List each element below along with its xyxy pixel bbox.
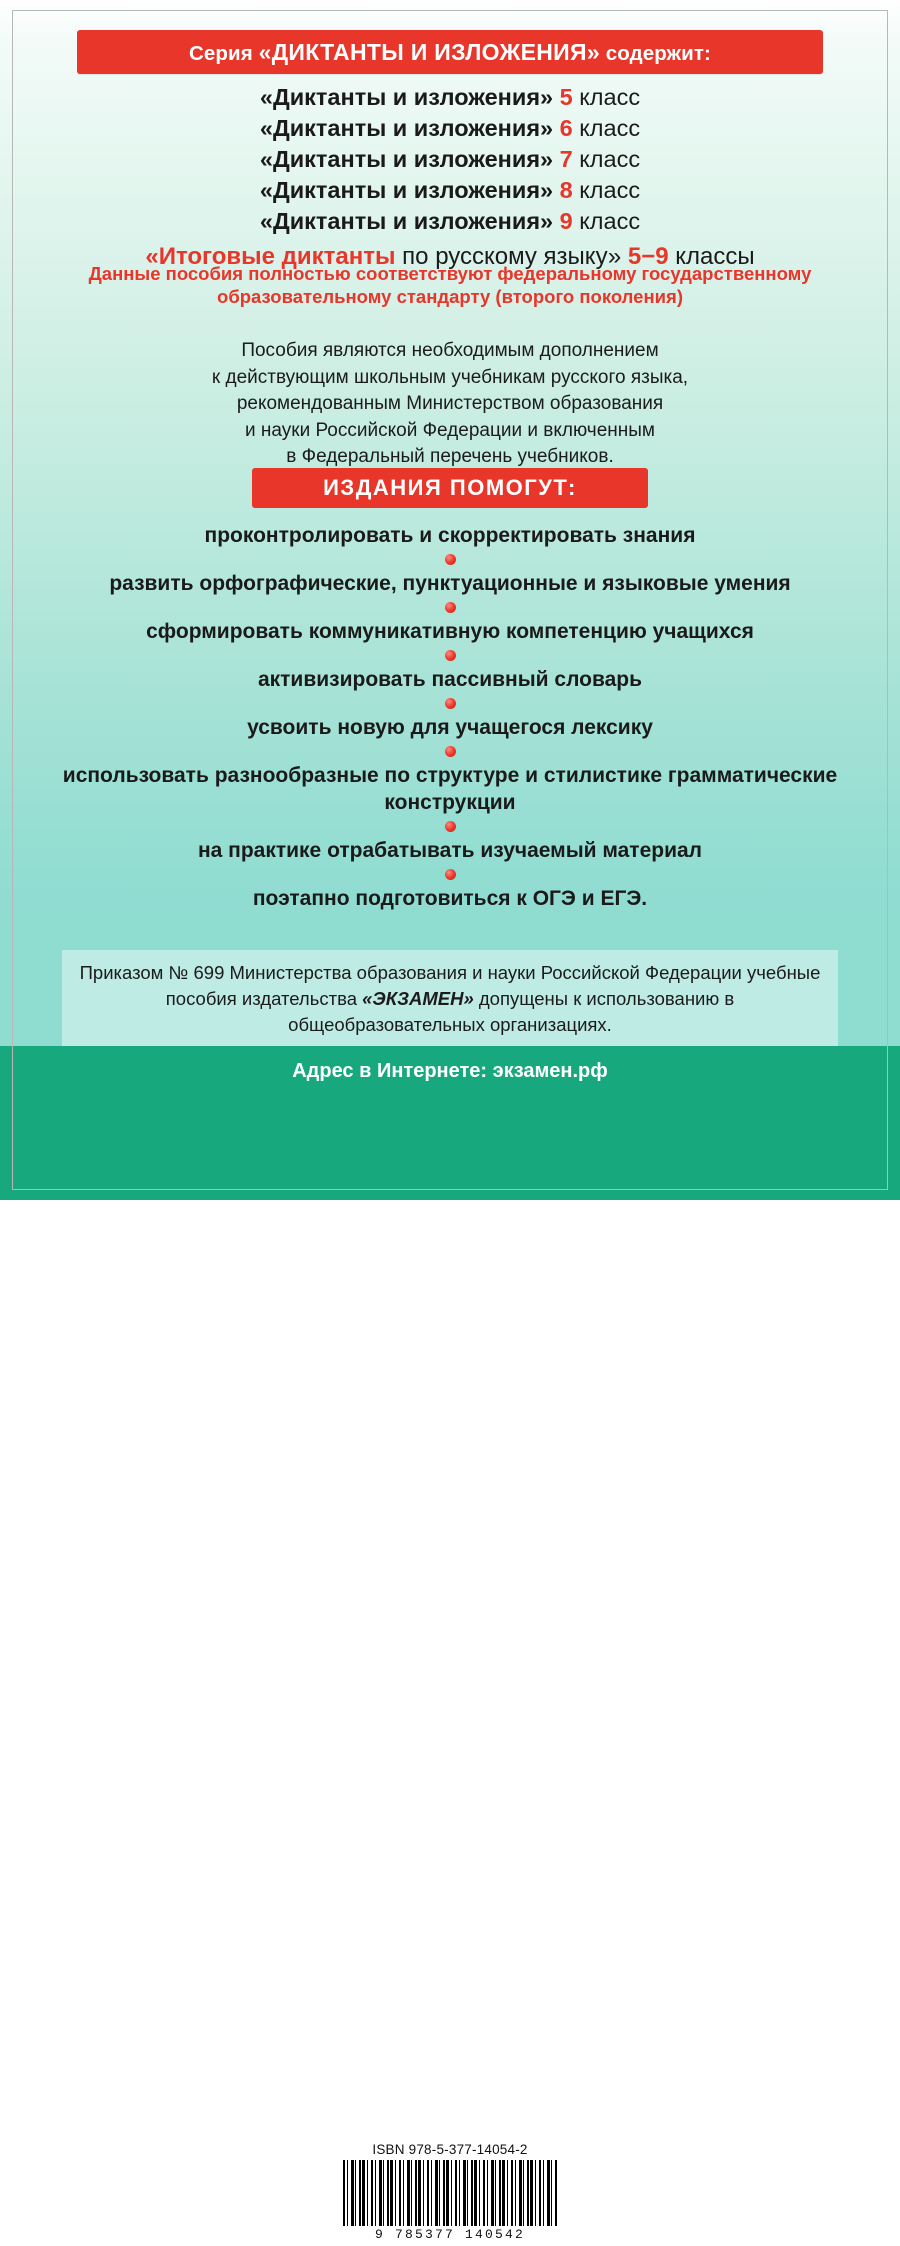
benefit-item: использовать разнообразные по структуре и стилистике грамматические конструкции (62, 764, 838, 814)
series-item-title: «Диктанты и изложения» (259, 177, 554, 203)
series-list-item (0, 113, 900, 143)
help-banner (252, 468, 648, 508)
series-item-unit: класс (579, 208, 641, 234)
bullet-dot-icon (445, 602, 456, 613)
series-item-grade: 7 (559, 146, 573, 172)
intro-line: и науки Российской Федерации и включенным (245, 419, 655, 441)
bullet-dot-icon (445, 650, 456, 661)
bullet-dot-icon (445, 554, 456, 565)
series-item-unit: класс (579, 146, 641, 172)
series-list-item (0, 206, 900, 236)
benefit-item: усвоить новую для учащегося лексику (247, 716, 653, 739)
series-banner (77, 30, 823, 74)
order-note-publisher: «ЭКЗАМЕН» (362, 988, 474, 1009)
benefit-item: активизировать пассивный словарь (257, 668, 643, 691)
intro-paragraph (0, 338, 900, 471)
series-list (0, 82, 900, 274)
benefit-item: развить орфографические, пунктуационные и языковые умения (109, 572, 791, 595)
order-note-part1: Приказом № 699 Министерства образования и науки Российской Федерации учебные пособия издательства (79, 962, 821, 1009)
final-item-middle: по русскому языку» (395, 243, 622, 270)
final-item-grade: 5−9 (621, 243, 669, 270)
bullet-dot-icon (445, 746, 456, 757)
intro-line: в Федеральный перечень учебников. (286, 446, 614, 467)
intro-line: Пособия являются необходимым дополнением (241, 340, 659, 361)
intro-line: рекомендованным Министерством образования (236, 393, 664, 414)
order-note (62, 950, 838, 1050)
barcode (325, 2139, 575, 2246)
bullet-dot-icon (445, 869, 456, 880)
series-banner-prefix: Серия (189, 41, 259, 65)
final-item-unit: классы (668, 243, 755, 270)
series-item-title: «Диктанты и изложения» (259, 115, 554, 141)
benefit-item: на практике отрабатывать изучаемый материал (197, 839, 703, 862)
isbn-text: ISBN 978-5-377-14054-2 (372, 2142, 528, 2157)
intro-line: к действующим школьным учебникам русского языка, (211, 366, 689, 388)
bullet-dot-icon (445, 821, 456, 832)
series-item-grade: 5 (559, 84, 573, 110)
barcode-bars-icon (343, 2160, 557, 2226)
website-url[interactable]: экзамен.рф (492, 1060, 608, 1082)
final-item-title: «Итоговые диктанты (145, 243, 396, 270)
barcode-digits: 9 785377 140542 (374, 2227, 526, 2242)
series-item-unit: класс (579, 177, 641, 203)
series-item-title: «Диктанты и изложения» (259, 146, 554, 172)
series-item-grade: 6 (559, 115, 573, 141)
series-item-title: «Диктанты и изложения» (259, 208, 554, 234)
help-banner-title: ИЗДАНИЯ ПОМОГУТ: (323, 475, 577, 500)
order-note-part2: допущены к использованию в общеобразовательных организациях. (288, 988, 735, 1035)
series-banner-title: «ДИКТАНТЫ И ИЗЛОЖЕНИЯ» (258, 38, 600, 65)
series-item-unit: класс (579, 115, 641, 141)
benefit-item: проконтролировать и скорректировать знания (204, 524, 696, 547)
series-list-item (0, 144, 900, 174)
benefit-item: сформировать коммуникативную компетенцию учащихся (146, 620, 754, 643)
series-list-item (0, 175, 900, 205)
series-banner-suffix: содержит: (599, 41, 711, 65)
series-item-grade: 9 (559, 208, 573, 234)
footer-band (0, 1046, 900, 2242)
website-label: Адрес в Интернете: (292, 1060, 493, 1082)
series-item-grade: 8 (559, 177, 573, 203)
standard-note: Данные пособия полностью соответствуют федеральному государственному образовательному стандарту (второго поколения) (88, 263, 812, 307)
series-list-item (0, 82, 900, 112)
series-item-unit: класс (579, 84, 641, 110)
series-item-title: «Диктанты и изложения» (259, 84, 554, 110)
bullet-dot-icon (445, 698, 456, 709)
website-line (0, 1060, 900, 1083)
series-banner-text (189, 39, 711, 66)
benefit-item: поэтапно подготовиться к ОГЭ и ЕГЭ. (252, 887, 648, 910)
benefits-list (0, 518, 900, 912)
